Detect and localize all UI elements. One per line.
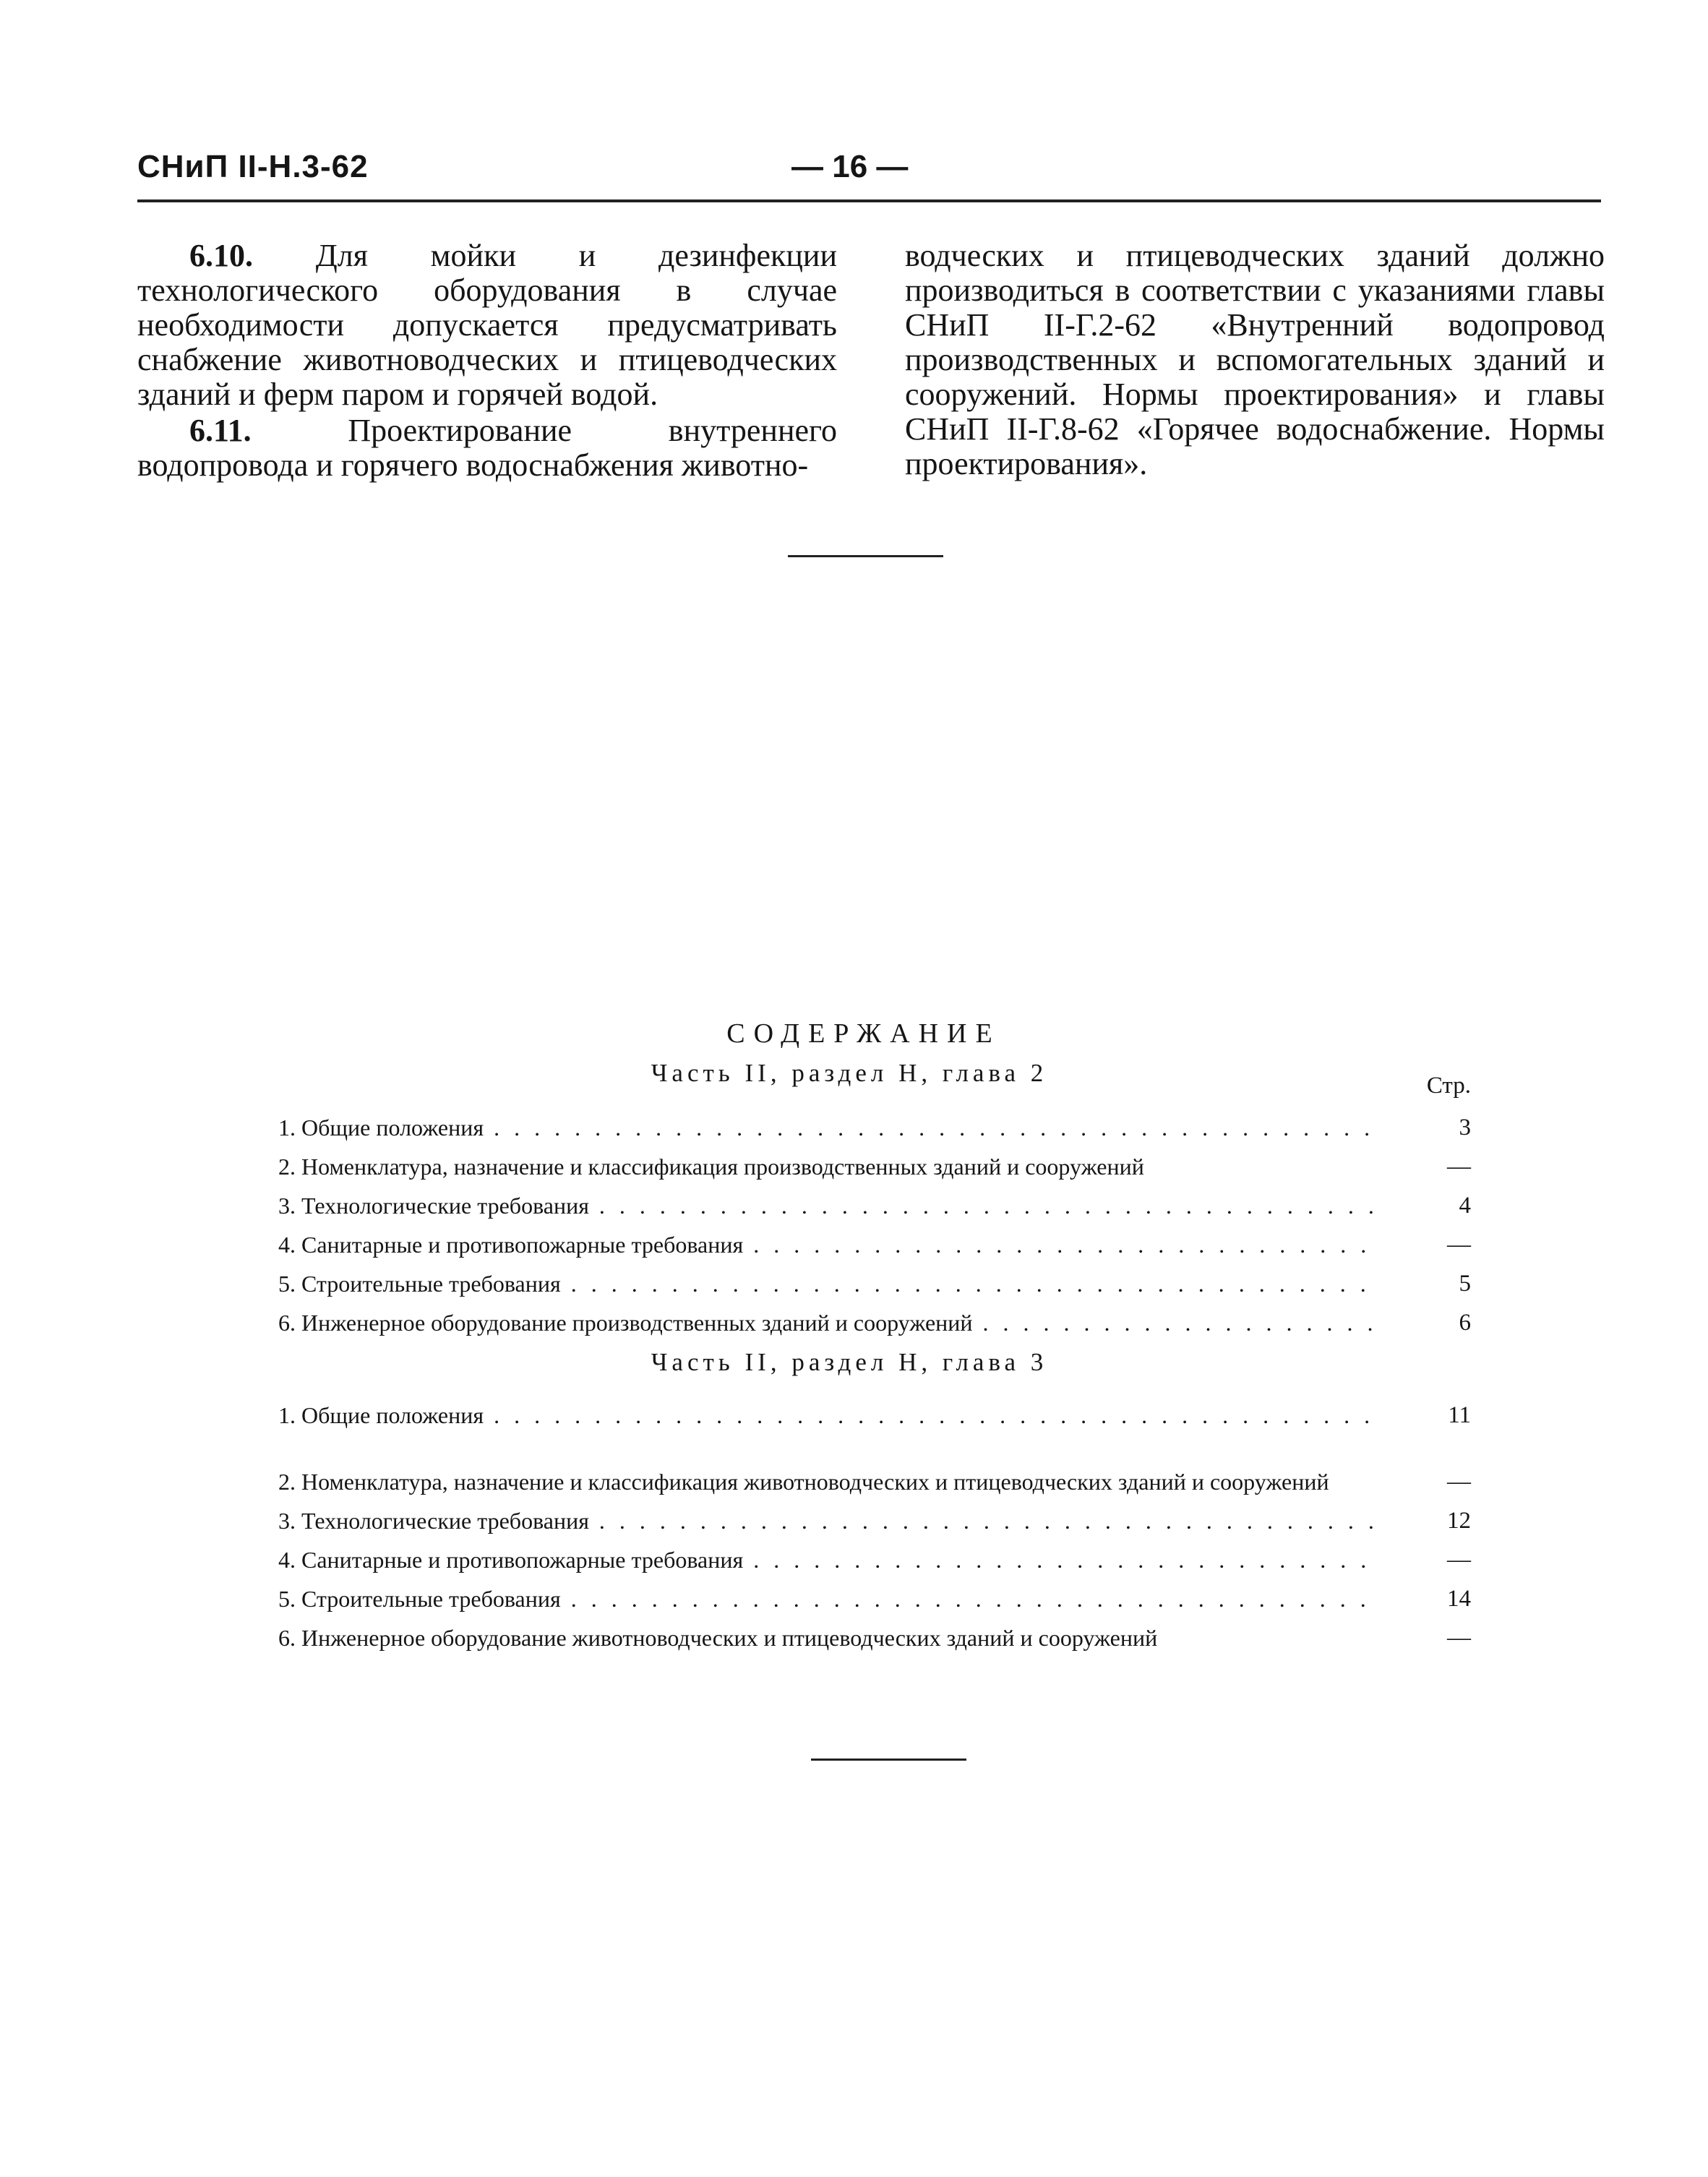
toc-entry-title: 5. Строительные требования . . . <box>278 1269 1381 1298</box>
toc-entry[interactable] <box>278 1298 1471 1337</box>
toc-entry[interactable] <box>278 1535 1471 1574</box>
paragraph-6-10 <box>137 239 837 412</box>
toc-entry-page: — <box>1447 1625 1471 1651</box>
part-heading: Часть II, раздел Н, глава 3 <box>651 1348 1048 1376</box>
section-divider <box>788 555 943 557</box>
toc-entry-title: 4. Санитарные и противопожарные требования . . . <box>278 1230 1381 1259</box>
toc-entry[interactable] <box>278 1181 1471 1220</box>
toc-entry[interactable] <box>278 1259 1471 1298</box>
page-header <box>137 149 1601 202</box>
body-text-columns <box>137 239 1605 483</box>
left-column <box>137 239 837 483</box>
table-of-contents <box>278 1012 1471 1652</box>
toc-entry[interactable] <box>278 1613 1471 1652</box>
end-divider <box>811 1759 966 1761</box>
toc-entry-page: 14 <box>1447 1586 1471 1612</box>
toc-entry[interactable] <box>278 1220 1471 1259</box>
paragraph-number: 6.11. <box>189 413 252 448</box>
paragraph-6-11-continuation: водческих и птицеводческих зданий должно производиться в соответствии с указаниями главы СНиП II-Г.2-62 «Внутренний водопровод производственных и вспомогательных зданий и сооружений. Нормы проектирования» и главы СНиП II-Г.8-62 «Горячее водоснабжение. Нормы проектирования». <box>905 238 1605 481</box>
toc-entry-page: — <box>1447 1469 1471 1495</box>
toc-entry-title: 6. Инженерное оборудование производственных зданий и сооружений . . . <box>278 1308 1381 1337</box>
toc-entry-page: 5 <box>1459 1271 1471 1297</box>
toc-entry-title: 2. Номенклатура, назначение и классификация производственных зданий и сооружений <box>278 1154 1144 1180</box>
toc-entry-page: 6 <box>1459 1310 1471 1336</box>
toc-entry-title: 3. Технологические требования . . . <box>278 1506 1381 1535</box>
toc-entry[interactable] <box>278 1574 1471 1613</box>
document-code: СНиП II-Н.3-62 <box>137 149 369 184</box>
toc-entry-title: 3. Технологические требования . . . <box>278 1191 1381 1220</box>
toc-entry-title: 1. Общие положения . . . <box>278 1401 1381 1430</box>
toc-entry-title: 5. Строительные требования . . . <box>278 1584 1381 1613</box>
toc-entry[interactable] <box>278 1103 1471 1142</box>
paragraph-text: Для мойки и дезинфекции технологического оборудования в случае необходимости допускается предусматривать снабжение животноводческих и птицеводческих зданий и ферм паром и горячей водой. <box>137 238 837 412</box>
page-column-label: Стр. <box>1426 1073 1471 1099</box>
right-column <box>905 239 1605 483</box>
toc-entry-page: 12 <box>1447 1508 1471 1534</box>
toc-entry[interactable] <box>278 1496 1471 1535</box>
toc-entry[interactable] <box>278 1430 1471 1496</box>
toc-entry-title: 1. Общие положения . . . <box>278 1113 1381 1142</box>
toc-entry-title: 6. Инженерное оборудование животноводческих и птицеводческих зданий и сооружений <box>278 1625 1158 1651</box>
paragraph-6-11 <box>137 413 837 483</box>
paragraph-number: 6.10. <box>189 238 253 273</box>
toc-entry-page: 4 <box>1459 1193 1471 1219</box>
toc-entry-page: — <box>1447 1154 1471 1180</box>
page-number: — 16 — <box>791 149 909 184</box>
toc-entry-page: — <box>1447 1232 1471 1258</box>
toc-list-part-2 <box>278 1391 1471 1652</box>
toc-entry-title: 4. Санитарные и противопожарные требования . . . <box>278 1545 1381 1574</box>
toc-entry[interactable] <box>278 1391 1471 1430</box>
toc-list-part-1 <box>278 1103 1471 1337</box>
paragraph-text: Проектирование внутреннего водопровода и горячего водоснабжения животно- <box>137 413 837 483</box>
toc-title: СОДЕРЖАНИЕ <box>726 1018 1001 1049</box>
toc-entry-title: 2. Номенклатура, назначение и классификация животноводческих и птицеводческих зданий и сооружений <box>278 1469 1329 1495</box>
toc-part-header <box>278 1055 1471 1103</box>
part-heading: Часть II, раздел Н, глава 2 <box>651 1059 1048 1087</box>
toc-entry[interactable] <box>278 1142 1471 1181</box>
toc-entry-page: 11 <box>1448 1402 1471 1428</box>
toc-entry-page: — <box>1447 1547 1471 1573</box>
toc-entry-page: 3 <box>1459 1115 1471 1141</box>
